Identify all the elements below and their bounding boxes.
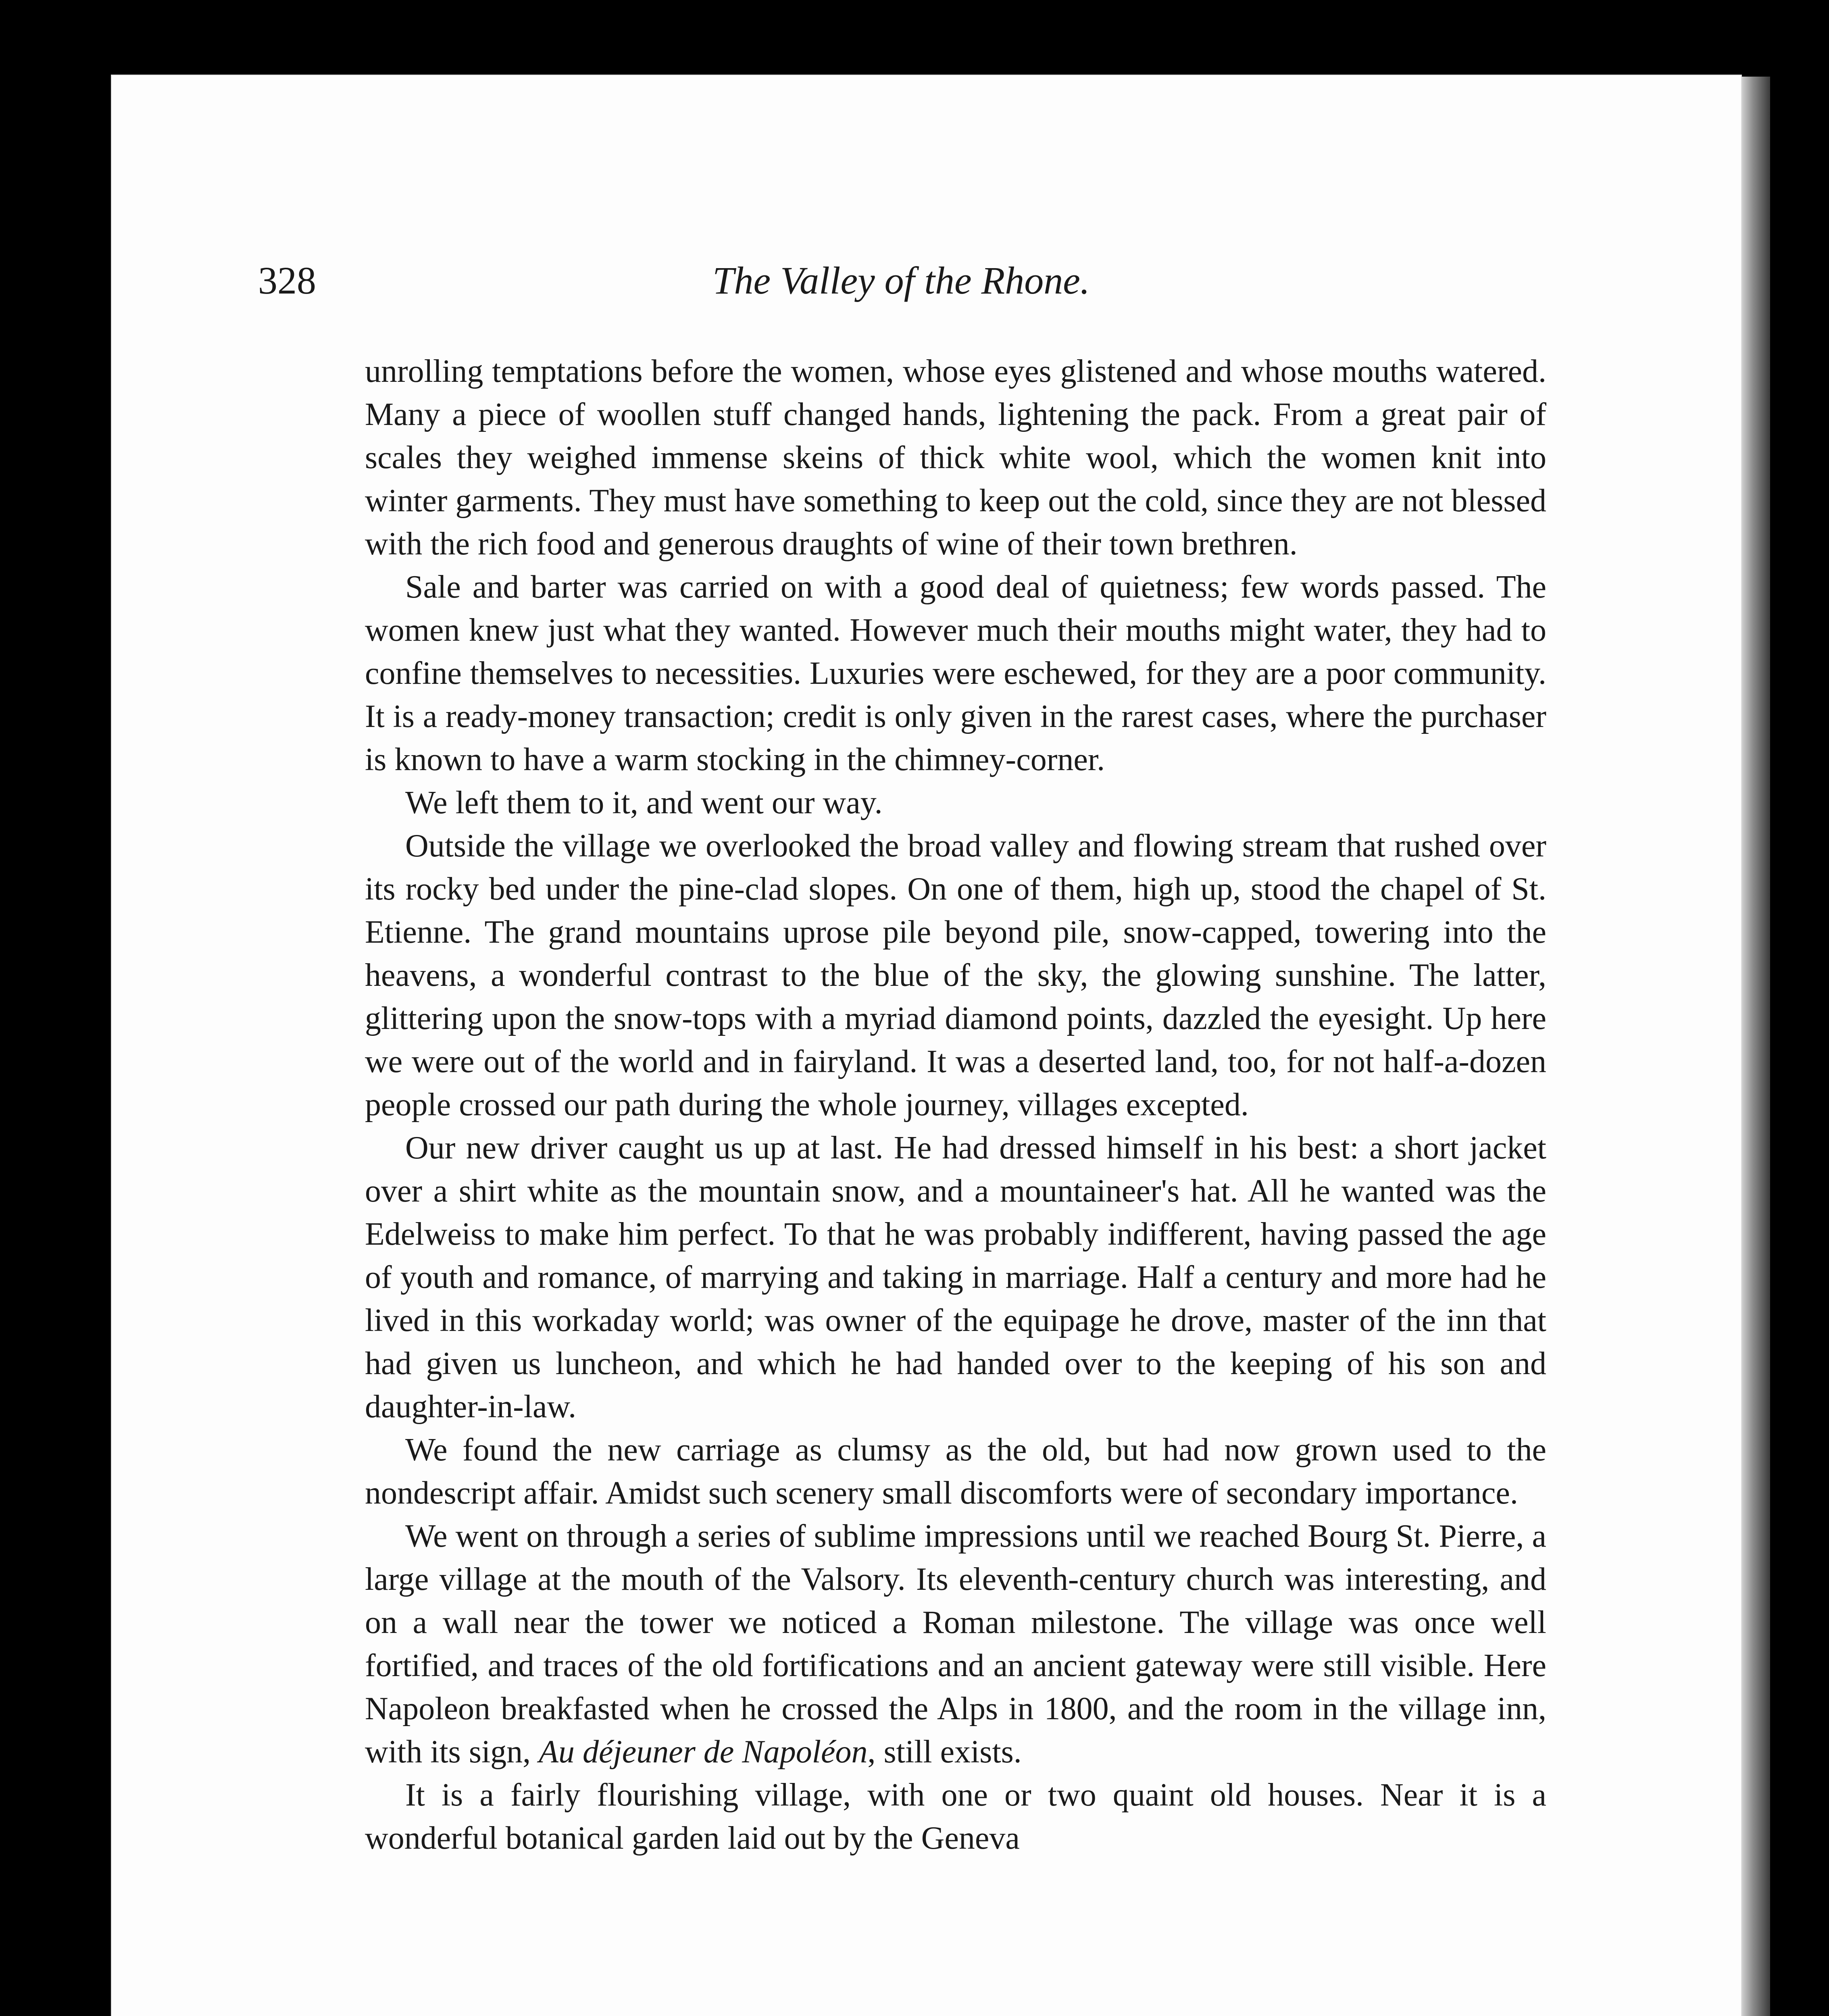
paragraph: We left them to it, and went our way. [405,785,883,821]
paragraph: We found the new carriage as clumsy as the old, but had now grown used to the nondescript affair. Amidst such scenery small discomforts were of secondary importance. [365,1432,1546,1511]
body-text [365,350,1546,1860]
paragraph-text: , still exists. [867,1734,1022,1770]
paragraph: It is a fairly flourishing village, with one or two quaint old houses. Near it is a wonderful botanical garden laid out by the Geneva [365,1777,1546,1856]
page-header [258,258,1544,323]
paragraph: Our new driver caught us up at last. He had dressed himself in his best: a short jacket over a shirt white as the mountain snow, and a mountaineer's hat. All he wanted was the Edelweiss to make him perfect. To that he was probably indifferent, having passed the age of youth and romance, of marrying and taking in marriage. Half a century and more had he lived in this workaday world; was owner of the equipage he drove, master of the inn that had given us luncheon, and which he had handed over to the keeping of his son and daughter-in-law. [365,1130,1546,1425]
paragraph: Outside the village we overlooked the broad valley and flowing stream that rushed over its rocky bed under the pine-clad slopes. On one of them, high up, stood the chapel of St. Etienne. The grand mountains uprose pile beyond pile, snow-capped, towering into the heavens, a wonderful contrast to the blue of the sky, the glowing sunshine. The latter, glittering upon the snow-tops with a myriad diamond points, dazzled the eyesight. Up here we were out of the world and in fairyland. It was a deserted land, too, for not half-a-dozen people crossed our path during the whole journey, villages excepted. [365,828,1546,1123]
paragraph [365,1515,1546,1774]
inn-sign: Au déjeuner de Napoléon [539,1734,868,1770]
paragraph: Sale and barter was carried on with a good deal of quietness; few words passed. The women knew just what they wanted. However much their mouths might water, they had to confine themselves to necessities. Luxuries were eschewed, for they are a poor community. It is a ready-money transaction; credit is only given in the rarest cases, where the purchaser is known to have a warm stocking in the chimney-corner. [365,569,1546,777]
paragraph-text: We went on through a series of sublime impressions until we reached Bourg St. Pierre, a large village at the mouth of the Valsory. Its eleventh-century church was interesting, and on a wall near the tower we noticed a Roman milestone. The village was once well fortified, and traces of the old fortifications and an ancient gateway were still visible. Here Napoleon breakfasted when he crossed the Alps in 1800, and the room in the village inn, with its sign, [365,1518,1546,1770]
page-number: 328 [258,259,316,302]
page-edge [1742,77,1770,2016]
running-title: The Valley of the Rhone. [712,259,1090,302]
paragraph: unrolling temptations before the women, whose eyes glistened and whose mouths watered. Many a piece of woollen stuff changed hands, lightening the pack. From a great pair of scales they weighed immense skeins of thick white wool, which the women knit into winter garments. They must have something to keep out the cold, since they are not blessed with the rich food and generous draughts of wine of their town brethren. [365,354,1546,562]
